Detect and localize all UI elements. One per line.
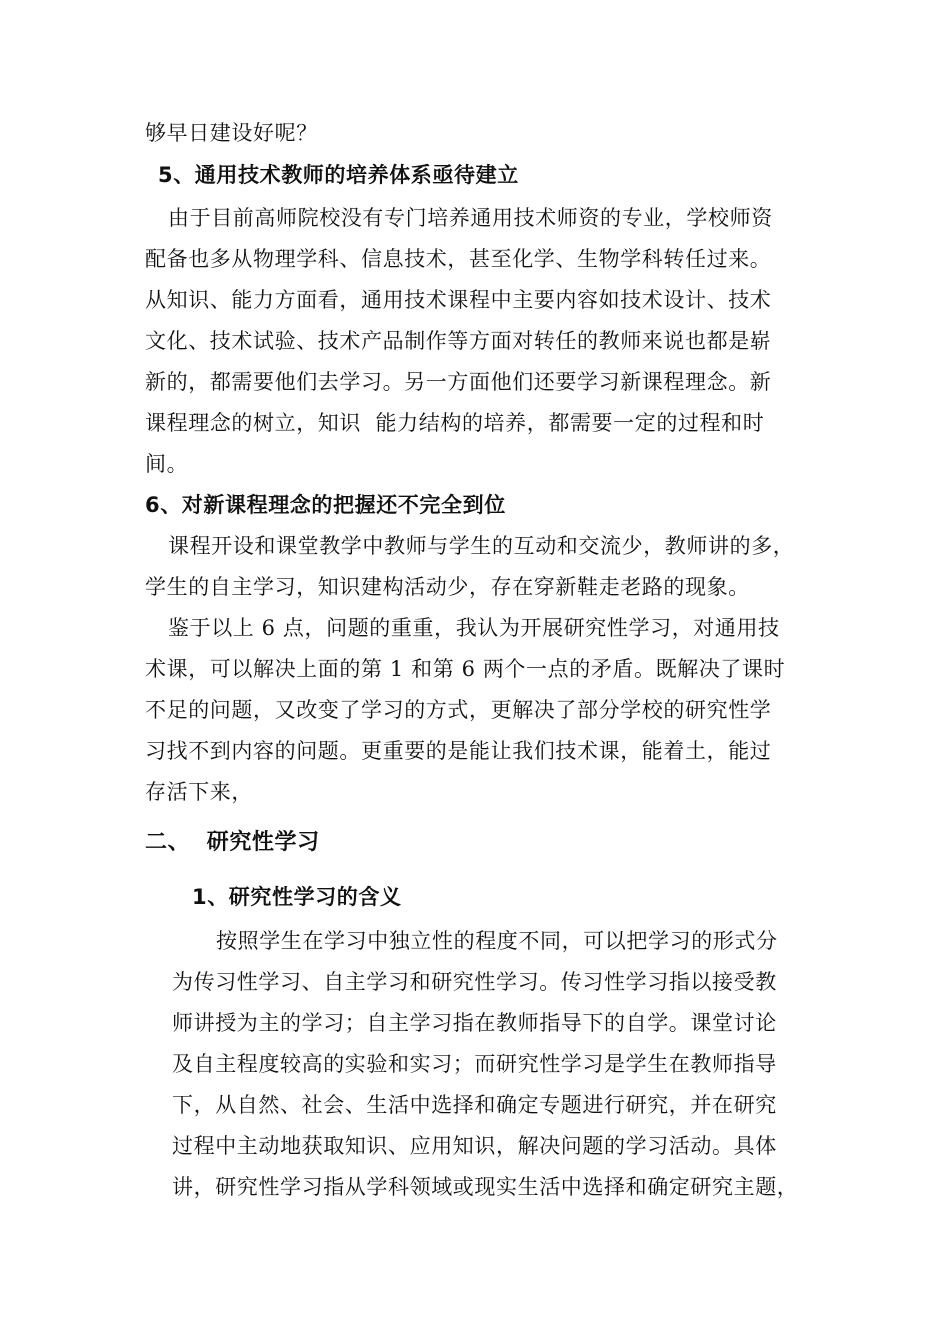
paragraph-line: 不足的问题，又改变了学习的方式，更解决了部分学校的研究性学 bbox=[145, 698, 772, 722]
paragraph-line: 从知识、能力方面看，通用技术课程中主要内容如技术设计、技术 bbox=[145, 288, 772, 312]
paragraph-line: 鉴于以上 6 点，问题的重重，我认为开展研究性学习，对通用技 bbox=[168, 616, 780, 640]
paragraph-line: 学生的自主学习，知识建构活动少，存在穿新鞋走老路的现象。 bbox=[145, 575, 750, 599]
paragraph-line: 师讲授为主的学习；自主学习指在教师指导下的自学。课堂讨论 bbox=[172, 1011, 777, 1035]
paragraph-line: 够早日建设好呢？ bbox=[145, 121, 318, 145]
paragraph-line: 课程开设和课堂教学中教师与学生的互动和交流少，教师讲的多， bbox=[168, 534, 795, 558]
paragraph-line: 由于目前高师院校没有专门培养通用技术师资的专业，学校师资 bbox=[168, 206, 773, 230]
paragraph-line: 过程中主动地获取知识、应用知识，解决问题的学习活动。具体 bbox=[172, 1134, 777, 1158]
paragraph-line: 及自主程度较高的实验和实习；而研究性学习是学生在教师指导 bbox=[172, 1052, 777, 1076]
paragraph-line: 存活下来， bbox=[145, 780, 253, 804]
section-heading-6: 6、对新课程理念的把握还不完全到位 bbox=[145, 493, 506, 517]
paragraph-line: 间。 bbox=[145, 452, 189, 476]
chapter-heading: 二、 研究性学习 bbox=[145, 830, 320, 855]
paragraph-line: 为传习性学习、自主学习和研究性学习。传习性学习指以接受教 bbox=[172, 970, 777, 994]
section-heading-5: 5、通用技术教师的培养体系亟待建立 bbox=[158, 163, 519, 187]
paragraph-line: 配备也多从物理学科、信息技术，甚至化学、生物学科转任过来。 bbox=[145, 247, 772, 271]
subsection-heading-1: 1、研究性学习的含义 bbox=[192, 885, 402, 909]
paragraph-line: 课程理念的树立，知识 能力结构的培养，都需要一定的过程和时 bbox=[145, 411, 765, 435]
paragraph-line: 文化、技术试验、技术产品制作等方面对转任的教师来说也都是崭 bbox=[145, 329, 772, 353]
paragraph-line: 下，从自然、社会、生活中选择和确定专题进行研究，并在研究 bbox=[172, 1093, 777, 1117]
paragraph-line: 新的，都需要他们去学习。另一方面他们还要学习新课程理念。新 bbox=[145, 370, 772, 394]
paragraph-line: 讲，研究性学习指从学科领域或现实生活中选择和确定研究主题， bbox=[172, 1175, 799, 1199]
paragraph-line: 按照学生在学习中独立性的程度不同，可以把学习的形式分 bbox=[216, 929, 778, 953]
paragraph-line: 习找不到内容的问题。更重要的是能让我们技术课，能着土，能过 bbox=[145, 739, 772, 763]
paragraph-line: 术课，可以解决上面的第 1 和第 6 两个一点的矛盾。既解决了课时 bbox=[145, 657, 786, 681]
